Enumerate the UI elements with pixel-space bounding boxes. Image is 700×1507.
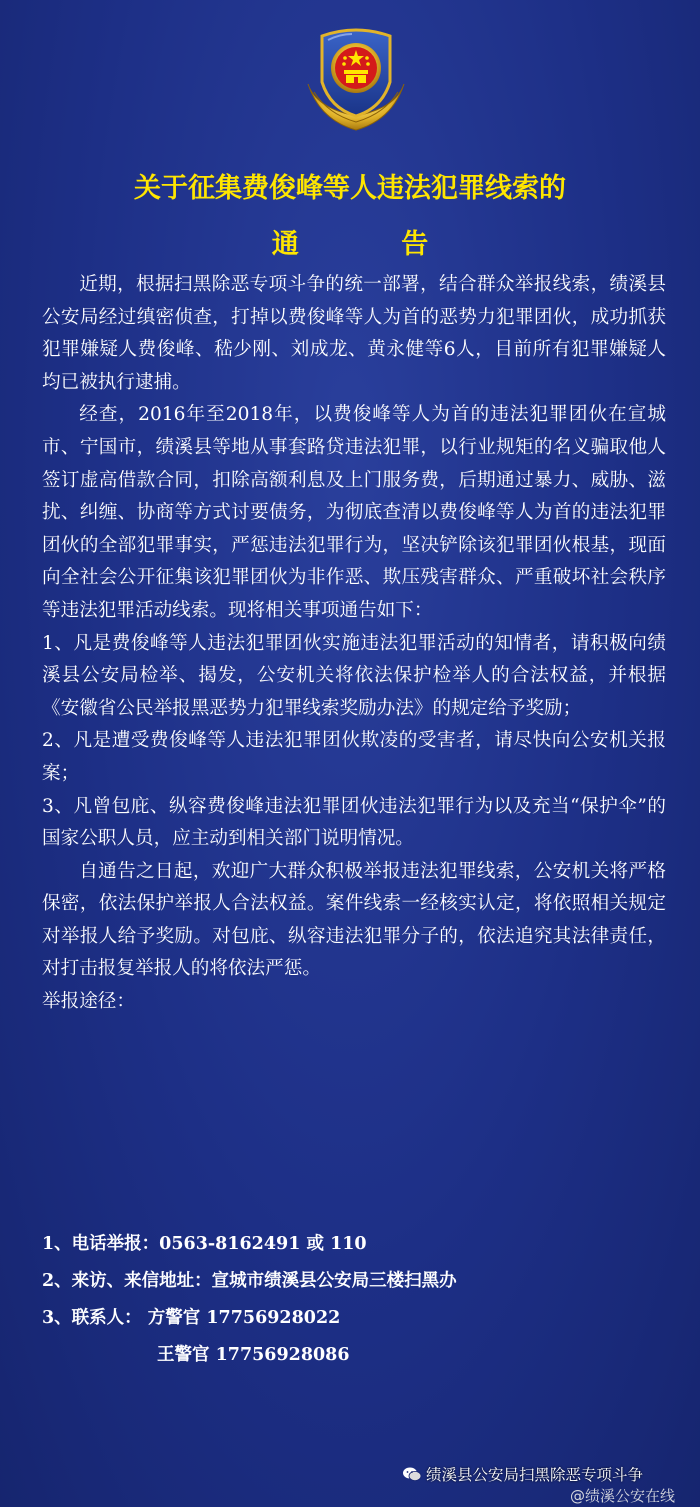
notice-item-1: 1、凡是费俊峰等人违法犯罪团伙实施违法犯罪活动的知情者，请积极向绩溪县公安局检举、揭发，公安机关将依法保护检举人的合法权益，并根据《安徽省公民举报黑恶势力犯罪线索奖励办法》的规定给予奖励； — [42, 632, 666, 719]
weibo-watermark: @绩溪公安在线 — [570, 1487, 676, 1505]
notice-title: 关于征集费俊峰等人违法犯罪线索的 — [134, 173, 566, 204]
report-heading: 举报途径： — [42, 991, 135, 1013]
report-contact-1: 3、联系人： 方警官 17756928022 — [42, 1308, 341, 1328]
report-channels — [42, 1226, 666, 1374]
source-account — [402, 1463, 643, 1485]
notice-item-3: 3、凡曾包庇、纵容费俊峰违法犯罪团伙违法犯罪行为以及充当“保护伞”的国家公职人员，应主动到相关部门说明情况。 — [42, 795, 666, 850]
report-phone: 1、电话举报：0563-8162491 或 110 — [42, 1234, 367, 1254]
paragraph-closing: 自通告之日起，欢迎广大群众积极举报违法犯罪线索，公安机关将严格保密，依法保护举报人合法权益。案件线索一经核实认定，将依照相关规定对举报人给予奖励。对包庇、纵容违法犯罪分子的，依法追究其法律责任，对打击报复举报人的将依法严惩。 — [42, 860, 666, 980]
notice-item-2: 2、凡是遭受费俊峰等人违法犯罪团伙欺凌的受害者，请尽快向公安机关报案； — [42, 730, 666, 784]
report-contact-2: 王警官 17756928086 — [157, 1345, 350, 1365]
notice-subtitle — [0, 222, 700, 261]
account-name: 绩溪县公安局扫黑除恶专项斗争 — [426, 1466, 644, 1484]
paragraph-intro: 近期，根据扫黑除恶专项斗争的统一部署，结合群众举报线索，绩溪县公安局经过缜密侦查，打掉以费俊峰等人为首的恶势力犯罪团伙，成功抓获犯罪嫌疑人费俊峰、嵇少刚、刘成龙、黄永健等6人，目前所有犯罪嫌疑人均已被执行逮捕。 — [42, 274, 666, 393]
subtitle-char-2: 告 — [401, 229, 429, 260]
subtitle-char-1: 通 — [271, 229, 299, 260]
wechat-icon — [402, 1466, 422, 1482]
report-address: 2、来访、来信地址：宣城市绩溪县公安局三楼扫黑办 — [42, 1271, 457, 1291]
police-emblem-icon — [300, 22, 412, 132]
paragraph-findings: 经查，2016年至2018年，以费俊峰等人为首的违法犯罪团伙在宣城市、宁国市，绩溪县等地从事套路贷违法犯罪，以行业规矩的名义骗取他人签订虚高借款合同，扣除高额利息及上门服务费，后期通过暴力、威胁、滋扰、纠缠、协商等方式讨要债务，为彻底查清以费俊峰等人为首的违法犯罪团伙的全部犯罪事实，严惩违法犯罪行为，坚决铲除该犯罪团伙根基，现面向全社会公开征集该犯罪团伙为非作恶、欺压残害群众、严重破坏社会秩序等违法犯罪活动线索。现将相关事项通告如下： — [42, 404, 666, 621]
notice-body — [42, 269, 666, 1019]
